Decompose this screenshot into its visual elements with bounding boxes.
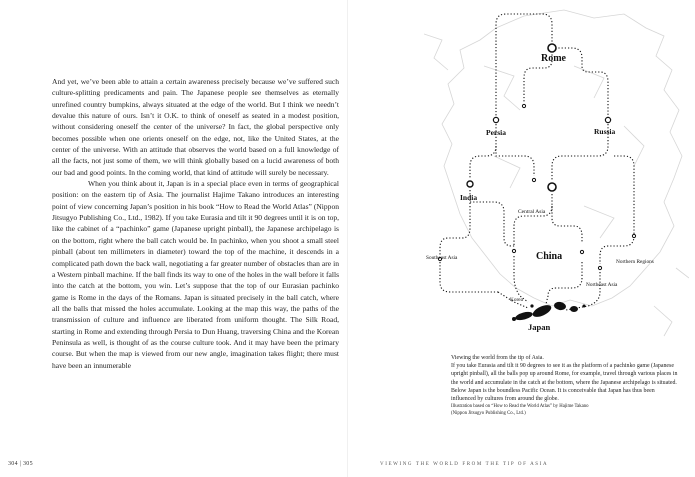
caption-title: Viewing the world from the tip of Asia. xyxy=(451,355,544,361)
left-page-body xyxy=(52,76,339,371)
label-korea: Korea xyxy=(510,297,523,303)
label-southeast-asia: Southeast Asia xyxy=(426,255,458,261)
label-rome: Rome xyxy=(541,53,566,64)
hole-minor-1 xyxy=(522,104,525,107)
map-labels xyxy=(426,53,654,332)
label-northern-regions: Northern Regions xyxy=(616,259,654,265)
page-gutter xyxy=(347,0,348,477)
pachinko-map xyxy=(424,6,689,346)
label-russia: Russia xyxy=(594,127,616,136)
hole-china xyxy=(548,183,556,191)
hole-northern-regions xyxy=(632,234,635,237)
paragraph-2: When you think about it, Japan is in a special place even in terms of geographical position: on the eastern tip of Asia. The journalist Hajime Takano introduces an interesting point of view concerning Japan’s position in his book “How to Read the World Atlas” (Nippon Jitsugyo Publishing Co., Ltd., 1982). If you take Eurasia and tilt it 90 degrees until it is on top, like the cabinet of a “pachinko” game (Japanese upright pinball), the Japanese archipelago is on the bottom, right where the ball catch would be. In pachinko, when you shoot a small steel pinball (about ten millimeters in diameter) toward the top of the machine, it descends in a complicated path down the back wall, negotiating a far greater number of obstacles than are in a Western pinball machine. If the ball finds its way to one of the holes in the wall before it falls into the catch at the bottom, you win. Let’s suppose that the top of our Eurasian pachinko game is Rome in the days of the Romans. Japan is situated precisely in the ball catch, where all the balls that missed the holes accumulate. Looking at the map this way, the paths of the transmission of culture and influence are liberated from uniform thought. The Silk Road, starting in Rome and extending through Persia to Dun Huang, traversing China and the Korean Peninsula as well, is thought of as the course culture took. And it may have been the primary course. But when the map is viewed from our new angle, imagination takes flight; there must have been an innumerable xyxy=(52,179,340,370)
label-japan: Japan xyxy=(528,322,551,332)
label-central-asia: Central Asia xyxy=(518,209,546,215)
caption-body: If you take Eurasia and tilt it 90 degrees to see it as the platform of a pachinko game (Japanese upright pinball), all the balls pop up around Rome, for example, travel through various places in the world and accumulate in the catch at the bottom, where the Japanese archipelago is situated. Below Japan is the boundless Pacific Ocean. It is conceivable that Japan has thus been influenced by cultures from around the globe. xyxy=(451,363,678,403)
hole-persia xyxy=(493,117,498,122)
label-northeast-asia: Northeast Asia xyxy=(586,282,618,288)
pachinko-map-figure xyxy=(424,6,689,346)
label-india: India xyxy=(460,193,478,202)
hole-minor-3 xyxy=(512,249,515,252)
figure-caption xyxy=(451,354,679,417)
paragraph-1: And yet, we’ve been able to attain a certain awareness precisely because we’ve suffered such culture-splitting predicaments and pain. The Japanese people see themselves as eternally unrefined country bumpkins, always situated at the edge of the world. But I think we needn’t devalue this nature of ours. Isn’t it O.K. to think of oneself as seated in a modest position, without considering oneself the center of the universe? In fact, the global perspective only becomes possible when one orients oneself on the edge, not, like the United States, at the center of the universe. With an attitude that observes the world based on a full knowledge of all the facts, not just some of them, we will think globally based on a lucid awareness of both our bad and good points. In the coming world, that kind of attitude will surely be necessary. xyxy=(52,77,339,177)
route-holes xyxy=(438,44,635,270)
caption-credit: Illustration based on “How to Read the World Atlas” by Hajime Takano xyxy=(451,404,589,410)
hole-minor-2 xyxy=(580,250,583,253)
hole-india xyxy=(467,181,473,187)
running-head: VIEWING THE WORLD FROM THE TIP OF ASIA xyxy=(380,462,549,467)
page-numbers: 304 | 305 xyxy=(8,461,33,467)
hole-russia xyxy=(605,117,610,122)
hole-rome xyxy=(548,44,556,52)
hole-central-asia xyxy=(532,178,535,181)
hole-northeast-asia xyxy=(598,266,601,269)
label-china: China xyxy=(536,251,563,262)
caption-publisher: (Nippon Jitsugyo Publishing Co., Ltd.) xyxy=(451,411,526,417)
route-lines xyxy=(440,14,634,310)
label-persia: Persia xyxy=(486,128,506,137)
